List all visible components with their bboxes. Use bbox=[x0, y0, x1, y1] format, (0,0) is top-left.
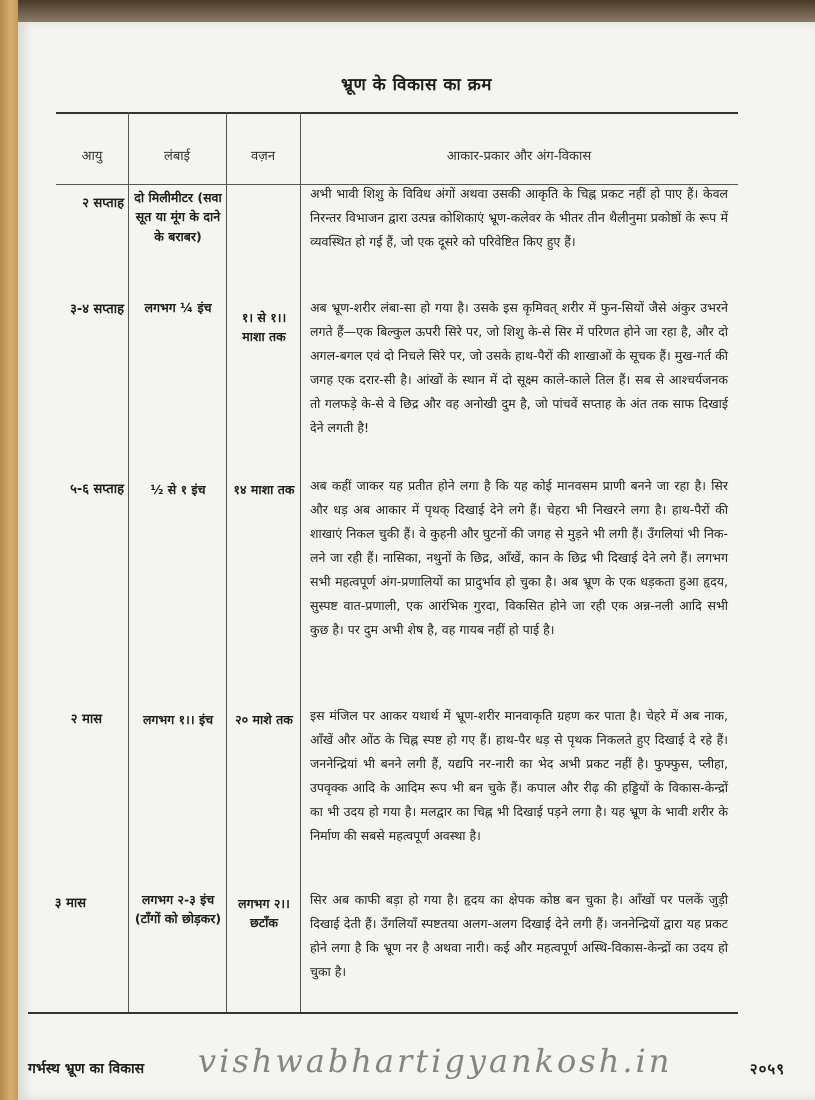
row-5-weight: लगभग २।। छटाँक bbox=[238, 896, 290, 931]
page-number: २०५९ bbox=[749, 1060, 785, 1078]
row-1-length: दो मिलीमीटर (सवा सूत या मूंग के दाने के बराबर) bbox=[134, 190, 222, 244]
row-1-age: २ सप्ताह bbox=[82, 196, 124, 211]
footer-section-title: गर्भस्थ भ्रूण का विकास bbox=[28, 1061, 145, 1077]
row-2-age: ३-४ सप्ताह bbox=[70, 302, 124, 317]
row-5-age: ३ मास bbox=[54, 896, 86, 911]
column-divider-1 bbox=[128, 112, 129, 1012]
row-4-age: २ मास bbox=[70, 712, 102, 727]
column-header-weight: वज़न bbox=[250, 149, 276, 164]
document-page bbox=[18, 22, 815, 1100]
row-3-weight: १४ माशा तक bbox=[233, 482, 295, 497]
row-2-weight: १। से १।। माशा तक bbox=[241, 310, 287, 345]
row-4-weight: २० माशे तक bbox=[235, 712, 293, 727]
row-5-description: सिर अब काफी बड़ा हो गया है। हृदय का क्षेपक कोष्ठ बन चुका है। आँखों पर पलकें जुड़ी दिखाई देती हैं। उँगलियाँ स्पष्टतया अलग-अलग दिखाई देने लगी हैं। जननेन्द्रियों द्वारा यह प्रकट होने लगा है कि भ्रूण नर है अथवा नारी। कई और महत्वपूर्ण अस्थि-विकास-केन्द्रों का उदय हो चुका है। bbox=[310, 892, 728, 979]
page-heading: भ्रूण के विकास का क्रम bbox=[341, 75, 492, 95]
column-header-description: आकार-प्रकार और अंग-विकास bbox=[446, 149, 592, 164]
column-header-age: आयु bbox=[81, 149, 103, 164]
watermark: vishwabhartigyankosh.in bbox=[198, 1042, 673, 1080]
row-3-age: ५-६ सप्ताह bbox=[70, 482, 124, 497]
row-2-description: अब भ्रूण-शरीर लंबा-सा हो गया है। उसके इस कृमिवत् शरीर में फुन-सियों जैसे अंकुर उभरने लगते हैं—एक बिल्कुल ऊपरी सिरे पर, जो शिशु के-से सिर में परिणत होने जा रहा है, और दो अगल-बगल एवं दो निचले सिरे पर, जो उसके हाथ-पैरों की शाखाओं के सूचक हैं। मुख-गर्त की जगह एक दरार-सी है। आंखों के स्थान में दो सूक्ष्म काले-काले तिल हैं। सब से आश्चर्यजनक तो गलफड़े के-से वे छिद्र और वह अनोखी दुम है, जो पांचवें सप्ताह के अंत तक साफ दिखाई देने लगती है! bbox=[310, 300, 728, 435]
column-header-length: लंबाई bbox=[164, 149, 190, 164]
row-4-length: लगभग १।। इंच bbox=[142, 712, 214, 727]
row-2-length: लगभग ¼ इंच bbox=[144, 300, 212, 315]
column-divider-2 bbox=[226, 112, 227, 1012]
table-top-rule bbox=[56, 112, 738, 114]
row-3-description: अब कहीं जाकर यह प्रतीत होने लगा है कि यह कोई मानवसम प्राणी बनने जा रहा है। सिर और धड़ अब आकार में पृथक् दिखाई देने लगे हैं। चेहरा भी निखरने लगा है। हाथ-पैरों की शाखाएं निकल चुकी हैं। वे कुहनी और घुटनों की जगह से मुड़ने भी लगी हैं। उँगलियां भी निक-लने जा रही हैं। नासिका, नथुनों के छिद्र, आँखें, कान के छिद्र भी दिखाई देने लगे हैं। लगभग सभी महत्वपूर्ण अंग-प्रणालियों का प्रादुर्भाव हो चुका है। अब भ्रूण के एक धड़कता हुआ हृदय, सुस्पष्ट वात-प्रणाली, एक आरंभिक गुरदा, विकसित होने जा रही एक अन्न-नली आदि सभी कुछ है। पर दुम अभी शेष है, वह गायब नहीं हो पाई है। bbox=[310, 478, 728, 637]
table-bottom-rule bbox=[28, 1012, 738, 1014]
row-4-description: इस मंजिल पर आकर यथार्थ में भ्रूण-शरीर मानवाकृति ग्रहण कर पाता है। चेहरे में अब नाक, आँखें और ओंठ के चिह्न स्पष्ट हो गए हैं। हाथ-पैर धड़ से पृथक निकलते हुए दिखाई दे रहे हैं। जननेन्द्रियां भी बनने लगी हैं, यद्यपि नर-नारी का भेद अभी प्रकट नहीं है। फुफ्फुस, प्लीहा, उपवृक्क आदि के आदिम रूप भी बन चुके हैं। कपाल और रीढ़ की हड्डियों के विकास-केन्द्रों का भी उदय हो गया है। मलद्वार का चिह्न भी दिखाई पड़ने लगा है। यह भ्रूण के भावी शरीर के निर्माण की सबसे महत्वपूर्ण अवस्था है। bbox=[310, 708, 728, 843]
row-1-description: अभी भावी शिशु के विविध अंगों अथवा उसकी आकृति के चिह्न प्रकट नहीं हो पाए हैं। केवल निरन्तर विभाजन द्वारा उत्पन्न कोशिकाएं भ्रूण-कलेवर के भीतर तीन थैलीनुमा प्रकोष्ठों के रूप में व्यवस्थित हो गई हैं, जो एक दूसरे को परिवेष्टित किए हुए हैं। bbox=[310, 186, 728, 249]
row-5-length: लगभग २-३ इंच (टाँगों को छोड़कर) bbox=[134, 892, 222, 927]
row-3-length: ½ से १ इंच bbox=[150, 482, 206, 497]
book-binding bbox=[0, 0, 18, 1100]
page-top-edge bbox=[18, 0, 815, 22]
column-divider-3 bbox=[300, 112, 301, 1012]
